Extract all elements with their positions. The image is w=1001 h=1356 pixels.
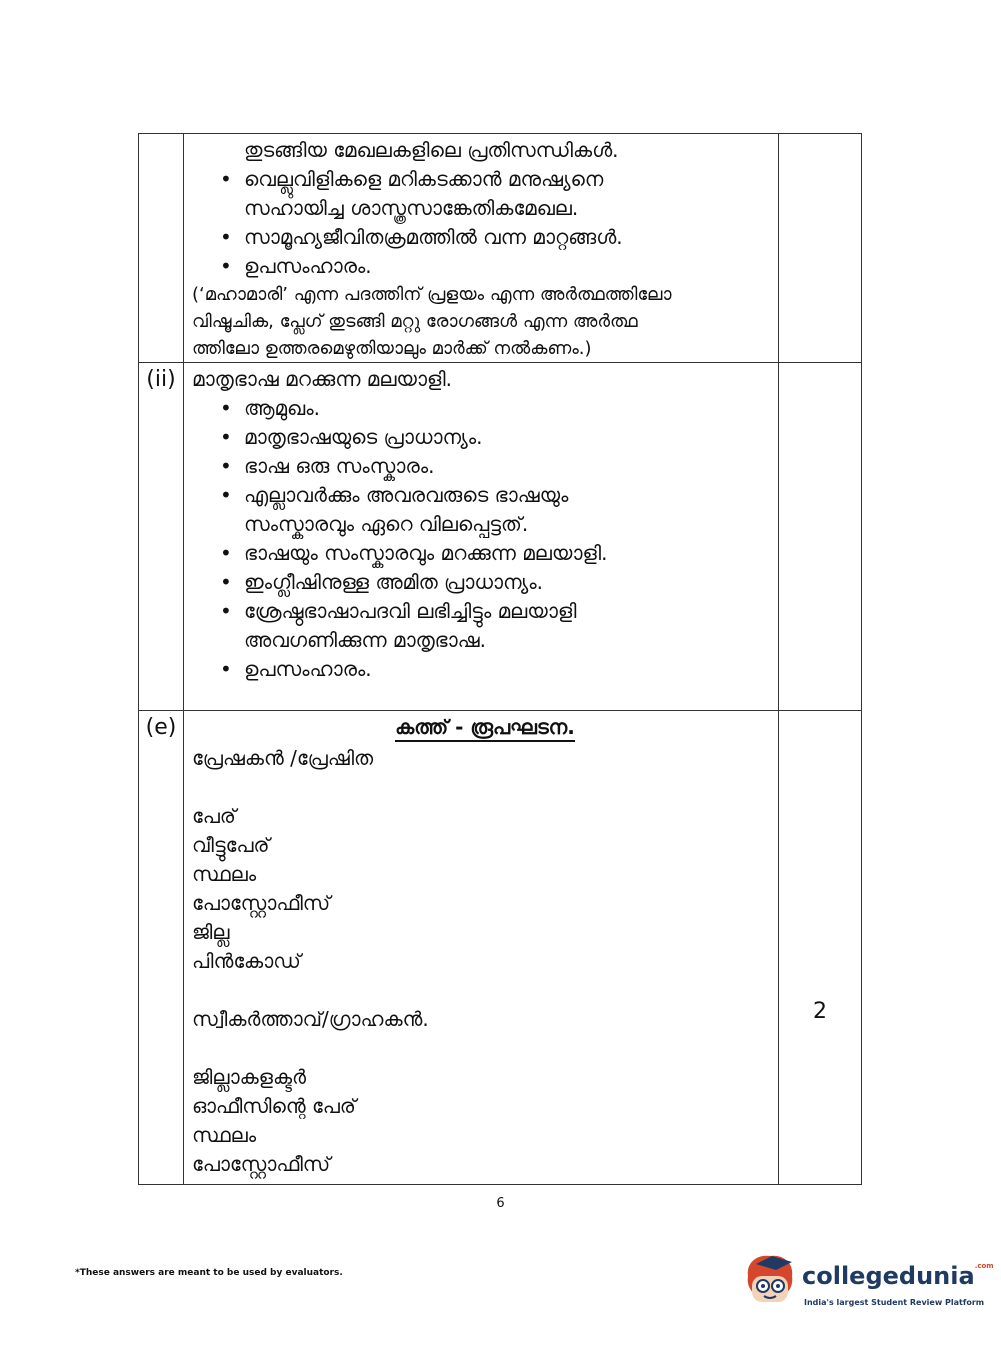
table-row	[139, 363, 862, 711]
list-item: • ഉപസംഹാരം.	[244, 655, 778, 684]
mascot-icon	[742, 1250, 800, 1312]
receiver-field: ഓഫീസിന്റെ പേര്	[192, 1094, 356, 1118]
collegedunia-logo	[742, 1250, 994, 1320]
evaluator-note: (‘മഹാമാരി’ എന്ന പദത്തിന് പ്രളയം എന്ന അർത്ഥത്തിലോ വിഷൂചിക, പ്ലേഗ് തുടങ്ങി മറ്റു രോഗങ്ങൾ എന്ന അർത്ഥ ത്തിലോ ഉത്തരമെഴുതിയാലും മാർക്ക് നൽകണം.)	[192, 284, 672, 359]
list-item: • ഭാഷയും സംസ്കാരവും മറക്കുന്ന മലയാളി.	[244, 539, 778, 568]
table-row	[139, 134, 862, 363]
list-item: • ഇംഗ്ലീഷിനുള്ള അമിത പ്രാധാന്യം.	[244, 568, 778, 597]
sender-field: ജില്ല	[192, 920, 230, 944]
answer-body	[184, 363, 779, 711]
bullet-list	[192, 165, 778, 281]
sender-field: പിൻകോഡ്	[192, 949, 301, 973]
list-item: • വെല്ലുവിളികളെ മറികടക്കാൻ മനുഷ്യനെ സഹായിച്ച ശാസ്ത്രസാങ്കേതികമേഖല.	[244, 165, 778, 223]
list-item: • ഭാഷ ഒരു സംസ്കാരം.	[244, 452, 778, 481]
mark-cell	[779, 711, 862, 1185]
brand-tagline: India's largest Student Review Platform	[804, 1298, 985, 1307]
question-number	[139, 134, 184, 363]
list-item: • ശ്രേഷ്ഠഭാഷാപദവി ലഭിച്ചിട്ടും മലയാളി അവഗണിക്കുന്ന മാതൃഭാഷ.	[244, 597, 778, 655]
footer-note: *These answers are meant to be used by evaluators.	[75, 1268, 343, 1278]
answer-body	[184, 134, 779, 363]
page-number: 6	[496, 1196, 505, 1211]
letter-format-heading: കത്ത് - രൂപഘടന.	[192, 713, 778, 742]
list-item: • എല്ലാവർക്കും അവരവരുടെ ഭാഷയും സംസ്കാരവും ഏറെ വിലപ്പെട്ടത്.	[244, 481, 778, 539]
sender-field: പേര്	[192, 804, 236, 828]
mark-cell	[779, 134, 862, 363]
brand-name: collegedunia	[802, 1262, 975, 1290]
mark-cell	[779, 363, 862, 711]
bullet-list	[192, 394, 778, 684]
answer-key-sheet	[138, 133, 860, 1185]
sender-field: വീട്ടുപേര്	[192, 833, 270, 857]
brand-suffix: .com	[974, 1262, 994, 1270]
list-item: • ആമുഖം.	[244, 394, 778, 423]
continuation-line: തുടങ്ങിയ മേഖലകളിലെ പ്രതിസന്ധികൾ.	[244, 138, 619, 162]
list-item: • ഉപസംഹാരം.	[244, 252, 778, 281]
table-row	[139, 711, 862, 1185]
sender-label: പ്രേഷകൻ /പ്രേഷിത	[192, 746, 374, 770]
answer-body	[184, 711, 779, 1185]
receiver-label: സ്വീകർത്താവ്/ഗ്രാഹകൻ.	[192, 1007, 429, 1031]
receiver-field: സ്ഥലം	[192, 1123, 257, 1147]
sender-field: പോസ്റ്റോഫീസ്	[192, 891, 331, 915]
list-item: • മാതൃഭാഷയുടെ പ്രാധാന്യം.	[244, 423, 778, 452]
question-number: (e)	[139, 711, 184, 1185]
receiver-field: പോസ്റ്റോഫീസ്	[192, 1152, 331, 1176]
answer-table	[138, 133, 862, 1185]
mark-value: 2	[813, 999, 827, 1024]
essay-title: മാതൃഭാഷ മറക്കുന്ന മലയാളി.	[192, 367, 452, 391]
receiver-field: ജില്ലാകളക്ടർ	[192, 1065, 307, 1089]
question-number: (ii)	[139, 363, 184, 711]
list-item: • സാമൂഹ്യജീവിതക്രമത്തിൽ വന്ന മാറ്റങ്ങൾ.	[244, 223, 778, 252]
sender-field: സ്ഥലം	[192, 862, 257, 886]
